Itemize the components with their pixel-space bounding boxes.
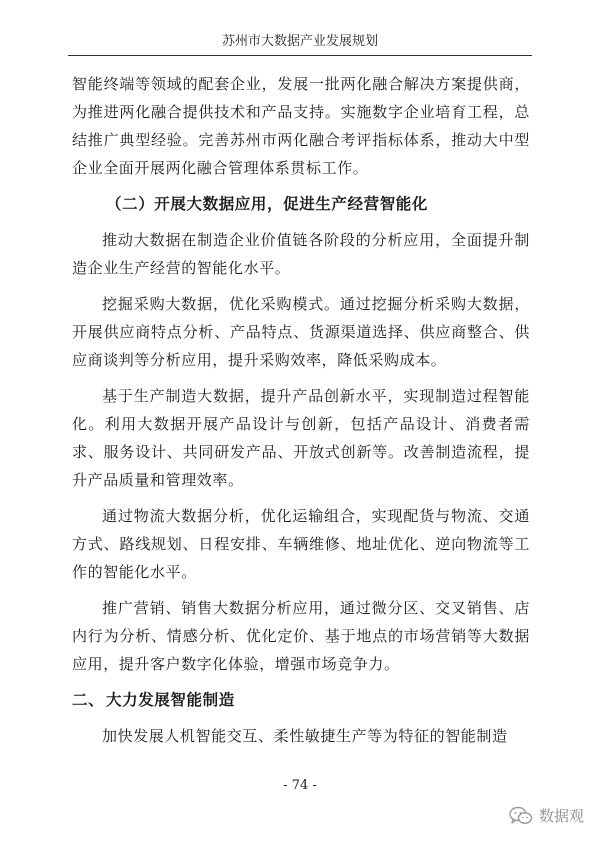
wechat-icon [509, 806, 533, 826]
paragraph: 推动大数据在制造企业价值链各阶段的分析应用，全面提升制造企业生产经营的智能化水平。 [72, 231, 530, 277]
paragraph: 加快发展人机智能交互、柔性敏捷生产等为特征的智能制造 [102, 727, 508, 745]
paragraph: 基于生产制造大数据，提升产品创新水平，实现制造过程智能化。利用大数据开展产品设计与创新，包括产品设计、消费者需求、服务设计、共同研发产品、开放式创新等。改善制造流程，提升产品质量和管理效率。 [72, 387, 530, 489]
paragraph-continuation: 智能终端等领域的配套企业，发展一批两化融合解决方案提供商，为推进两化融合提供技术和产品支持。实施数字企业培育工程，总结推广典型经验。完善苏州市两化融合考评指标体系，推动大中型企业全面开展两化融合管理体系贯标工作。 [72, 75, 530, 177]
page-number: - 74 - [283, 778, 317, 793]
paragraph: 通过物流大数据分析，优化运输组合，实现配货与物流、交通方式、路线规划、日程安排、车辆维修、地址优化、逆向物流等工作的智能化水平。 [72, 507, 530, 581]
watermark-text: 数据观 [538, 807, 584, 825]
section-title: 大力发展智能制造 [106, 691, 235, 709]
subsection-heading: （二）开展大数据应用，促进生产经营智能化 [106, 195, 429, 213]
paragraph: 挖掘采购大数据，优化采购模式。通过挖掘分析采购大数据，开展供应商特点分析、产品特点、货源渠道选择、供应商整合、供应商谈判等分析应用，提升采购效率，降低采购成本。 [72, 295, 530, 369]
page-header [68, 30, 532, 56]
paragraph: 推广营销、销售大数据分析应用，通过微分区、交叉销售、店内行为分析、情感分析、优化定价、基于地点的市场营销等大数据应用，提升客户数字化体验，增强市场竞争力。 [72, 599, 530, 673]
section-heading [72, 686, 530, 714]
section-number: 二、 [72, 691, 105, 709]
document-body [72, 70, 530, 758]
watermark [509, 805, 584, 826]
header-title: 苏州市大数据产业发展规划 [221, 34, 378, 49]
